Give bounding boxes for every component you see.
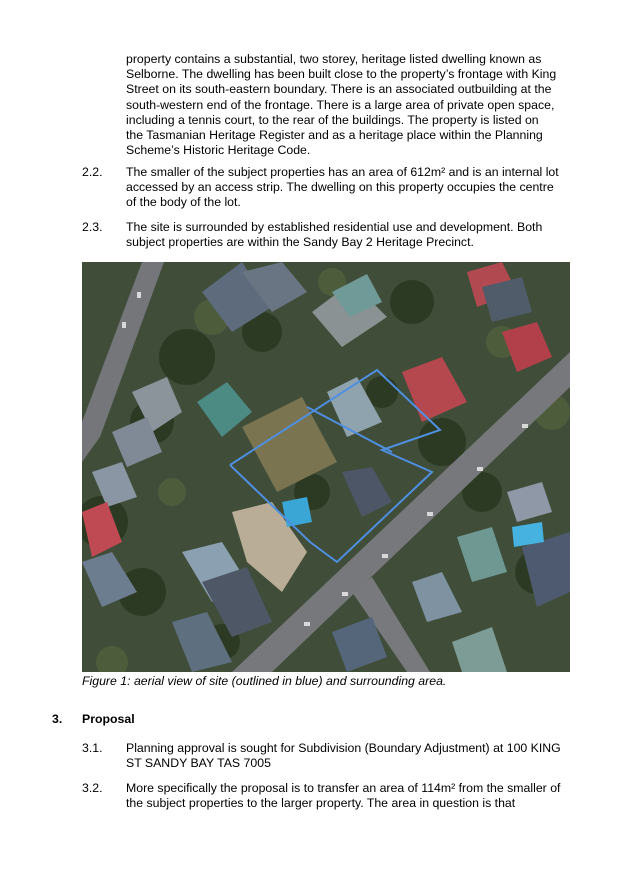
item-line: The smaller of the subject properties has an area of 612m² and is an internal lot <box>126 165 559 179</box>
item-line: the subject properties to the larger property. The area in question is that <box>126 796 516 811</box>
item-line: accessed by an access strip. The dwelling on this property occupies the centre <box>126 180 554 195</box>
intro-paragraph <box>126 52 576 158</box>
intro-line: Scheme’s Historic Heritage Code. <box>126 143 311 158</box>
item-3-2-paragraph <box>126 781 576 811</box>
item-line: ST SANDY BAY TAS 7005 <box>126 756 271 771</box>
intro-line: south-western end of the frontage. There is a large area of private open space, <box>126 97 555 112</box>
intro-line: the Tasmanian Heritage Register and as a heritage place within the Planning <box>126 128 543 143</box>
item-line: Planning approval is sought for Subdivision (Boundary Adjustment) at 100 KING <box>126 741 561 755</box>
item-number: 2.3. <box>82 220 103 234</box>
section-title: Proposal <box>82 712 135 726</box>
item-number: 3.2. <box>82 781 103 795</box>
item-number: 3.1. <box>82 741 103 755</box>
intro-line: including a tennis court, to the rear of the buildings. The property is listed on <box>126 112 539 127</box>
intro-line: property contains a substantial, two storey, heritage listed dwelling known as <box>126 52 542 66</box>
item-line: The site is surrounded by established residential use and development. Both <box>126 220 543 234</box>
item-3-1-paragraph <box>126 741 576 771</box>
section-number: 3. <box>52 712 63 726</box>
figure-caption: Figure 1: aerial view of site (outlined in blue) and surrounding area. <box>82 674 447 688</box>
item-line: More specifically the proposal is to transfer an area of 114m² from the smaller of <box>126 781 561 795</box>
item-line: of the body of the lot. <box>126 195 241 210</box>
swimming-pool <box>282 497 312 527</box>
item-number: 2.2. <box>82 165 103 179</box>
item-2-3-paragraph <box>126 220 576 250</box>
intro-line: Street on its south-eastern boundary. There is an associated outbuilding at the <box>126 82 552 97</box>
aerial-photo <box>82 262 570 672</box>
aerial-map <box>82 262 570 672</box>
item-2-2-paragraph <box>126 165 576 211</box>
intro-line: Selborne. The dwelling has been built close to the property’s frontage with King <box>126 67 557 82</box>
item-line: subject properties are within the Sandy Bay 2 Heritage Precinct. <box>126 235 474 250</box>
